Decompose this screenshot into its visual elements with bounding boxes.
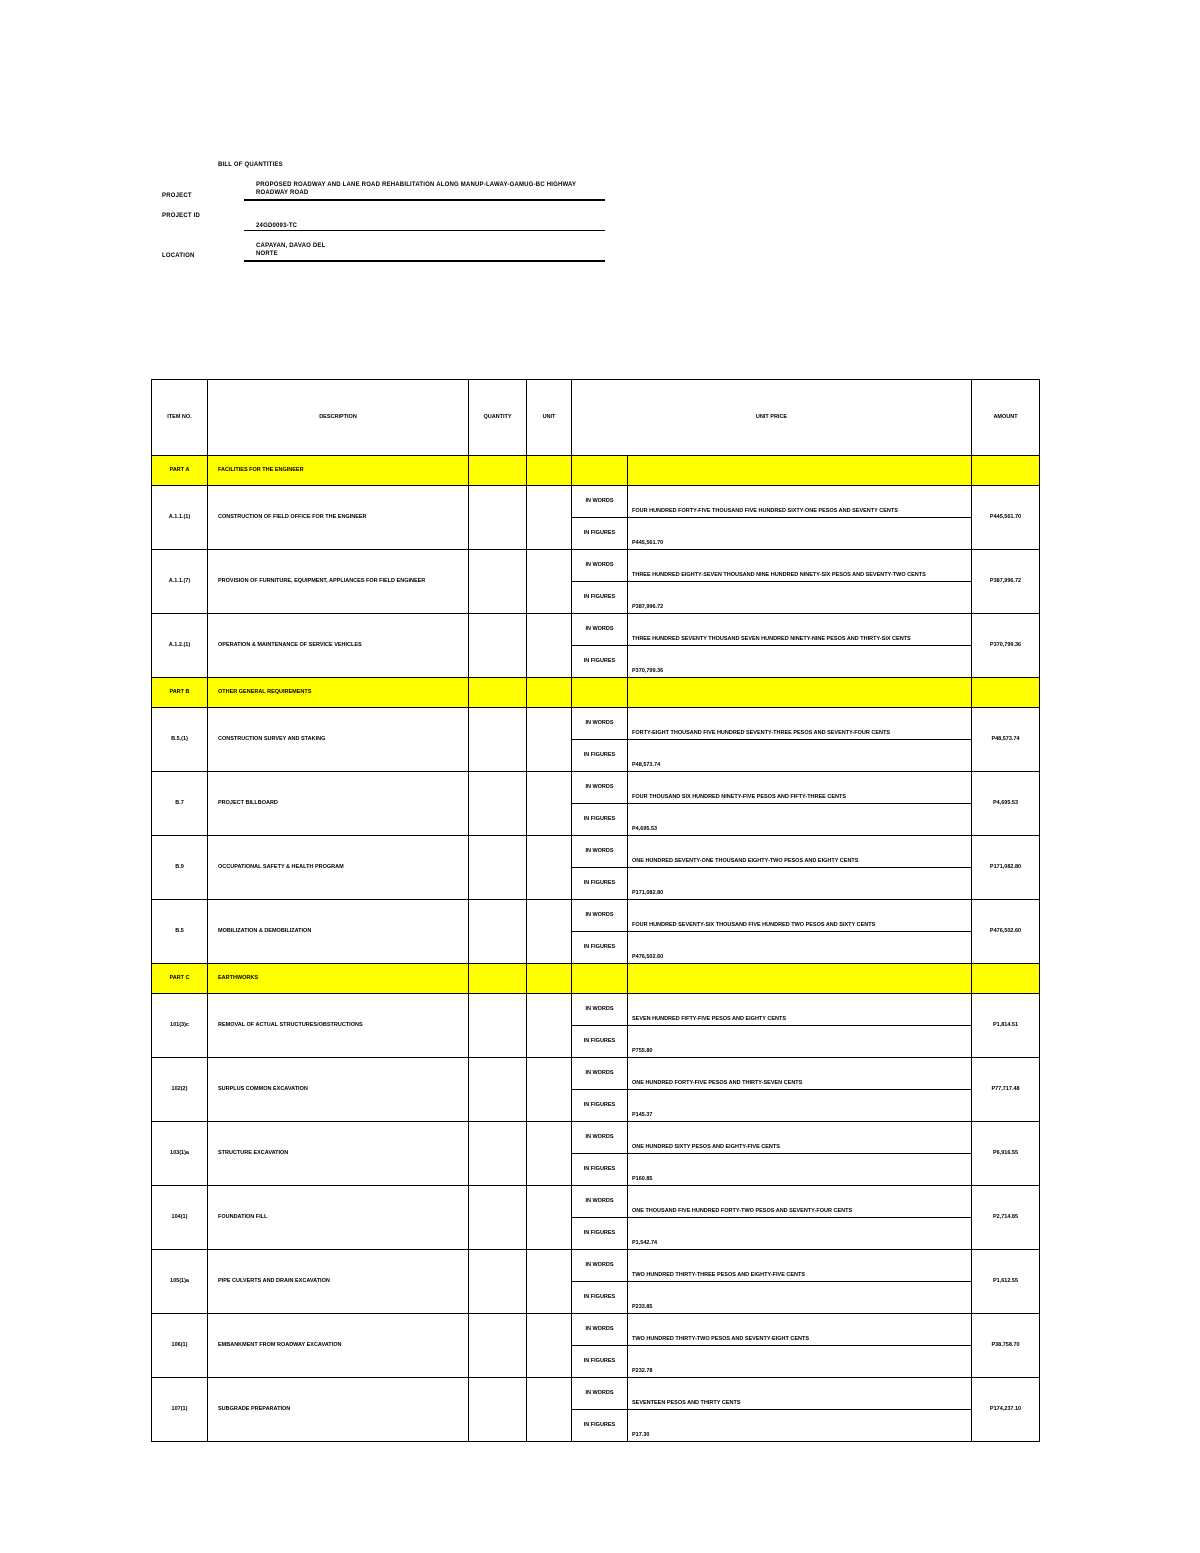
item-unit <box>527 1250 572 1314</box>
in-words-label: IN WORDS <box>572 486 628 518</box>
in-figures-label: IN FIGURES <box>572 518 628 550</box>
in-figures-label: IN FIGURES <box>572 1282 628 1314</box>
item-quantity <box>469 1186 527 1250</box>
item-unit <box>527 836 572 900</box>
item-quantity <box>469 708 527 772</box>
table-row <box>152 1250 1040 1282</box>
item-quantity <box>469 1314 527 1378</box>
col-amount: AMOUNT <box>972 380 1040 456</box>
table-row <box>152 550 1040 582</box>
unit-price-in-words: THREE HUNDRED EIGHTY-SEVEN THOUSAND NINE HUNDRED NINETY-SIX PESOS AND SEVENTY-TWO CENTS <box>628 550 972 582</box>
item-description: CONSTRUCTION OF FIELD OFFICE FOR THE ENGINEER <box>208 486 469 550</box>
part-price-cell <box>628 456 972 486</box>
in-words-label: IN WORDS <box>572 1314 628 1346</box>
unit-price-in-words: ONE HUNDRED FORTY-FIVE PESOS AND THIRTY-SEVEN CENTS <box>628 1058 972 1090</box>
unit-price-in-figures: P387,996.72 <box>628 582 972 614</box>
col-item-no: ITEM NO. <box>152 380 208 456</box>
part-label-cell <box>572 678 628 708</box>
item-amount: P445,561.70 <box>972 486 1040 550</box>
table-row <box>152 994 1040 1026</box>
in-figures-label: IN FIGURES <box>572 740 628 772</box>
part-title: EARTHWORKS <box>208 964 469 994</box>
item-number: 107(1) <box>152 1378 208 1442</box>
table-body <box>152 456 1040 1442</box>
unit-price-in-words: FOUR THOUSAND SIX HUNDRED NINETY-FIVE PESOS AND FIFTY-THREE CENTS <box>628 772 972 804</box>
item-description: FOUNDATION FILL <box>208 1186 469 1250</box>
unit-price-in-words: SEVENTEEN PESOS AND THIRTY CENTS <box>628 1378 972 1410</box>
part-title: OTHER GENERAL REQUIREMENTS <box>208 678 469 708</box>
item-quantity <box>469 1122 527 1186</box>
unit-price-in-words: ONE HUNDRED SEVENTY-ONE THOUSAND EIGHTY-TWO PESOS AND EIGHTY CENTS <box>628 836 972 868</box>
unit-price-in-figures: P232.78 <box>628 1346 972 1378</box>
item-number: 103(1)a <box>152 1122 208 1186</box>
item-amount: P171,082.80 <box>972 836 1040 900</box>
item-description: PROJECT BILLBOARD <box>208 772 469 836</box>
part-unit-cell <box>527 456 572 486</box>
in-words-label: IN WORDS <box>572 1058 628 1090</box>
table-row <box>152 1122 1040 1154</box>
in-words-label: IN WORDS <box>572 1186 628 1218</box>
col-unit-price: UNIT PRICE <box>572 380 972 456</box>
item-number: 101(3)c <box>152 994 208 1058</box>
item-amount: P387,996.72 <box>972 550 1040 614</box>
table-row <box>152 1186 1040 1218</box>
table-row <box>152 614 1040 646</box>
in-figures-label: IN FIGURES <box>572 1346 628 1378</box>
in-figures-label: IN FIGURES <box>572 1218 628 1250</box>
in-words-label: IN WORDS <box>572 550 628 582</box>
item-amount: P4,695.53 <box>972 772 1040 836</box>
item-quantity <box>469 836 527 900</box>
col-description: DESCRIPTION <box>208 380 469 456</box>
in-figures-label: IN FIGURES <box>572 932 628 964</box>
item-unit <box>527 994 572 1058</box>
project-id-value: 24GD0093-TC <box>256 223 298 229</box>
item-description: SUBGRADE PREPARATION <box>208 1378 469 1442</box>
unit-price-in-figures: P370,799.36 <box>628 646 972 678</box>
item-number: 105(1)a <box>152 1250 208 1314</box>
unit-price-in-words: ONE THOUSAND FIVE HUNDRED FORTY-TWO PESOS AND SEVENTY-FOUR CENTS <box>628 1186 972 1218</box>
unit-price-in-figures: P48,573.74 <box>628 740 972 772</box>
location-label: LOCATION <box>162 253 195 259</box>
part-quantity-cell <box>469 456 527 486</box>
table-row <box>152 1058 1040 1090</box>
in-words-label: IN WORDS <box>572 772 628 804</box>
project-underline <box>244 199 605 201</box>
item-description: OPERATION & MAINTENANCE OF SERVICE VEHICLES <box>208 614 469 678</box>
table-header-row <box>152 380 1040 456</box>
in-words-label: IN WORDS <box>572 614 628 646</box>
part-code: PART B <box>152 678 208 708</box>
item-number: A.1.2.(1) <box>152 614 208 678</box>
item-number: B.5 <box>152 900 208 964</box>
part-amount-cell <box>972 456 1040 486</box>
item-unit <box>527 708 572 772</box>
unit-price-in-words: SEVEN HUNDRED FIFTY-FIVE PESOS AND EIGHTY CENTS <box>628 994 972 1026</box>
item-quantity <box>469 486 527 550</box>
unit-price-in-figures: P445,561.70 <box>628 518 972 550</box>
in-words-label: IN WORDS <box>572 1250 628 1282</box>
item-quantity <box>469 994 527 1058</box>
item-number: 102(2) <box>152 1058 208 1122</box>
table-row <box>152 772 1040 804</box>
part-amount-cell <box>972 964 1040 994</box>
item-number: A.1.1.(7) <box>152 550 208 614</box>
item-description: PROVISION OF FURNITURE, EQUIPMENT, APPLIANCES FOR FIELD ENGINEER <box>208 550 469 614</box>
in-figures-label: IN FIGURES <box>572 1090 628 1122</box>
item-amount: P48,573.74 <box>972 708 1040 772</box>
item-description: PIPE CULVERTS AND DRAIN EXCAVATION <box>208 1250 469 1314</box>
unit-price-in-figures: P755.80 <box>628 1026 972 1058</box>
in-words-label: IN WORDS <box>572 708 628 740</box>
in-figures-label: IN FIGURES <box>572 868 628 900</box>
part-amount-cell <box>972 678 1040 708</box>
project-value: PROPOSED ROADWAY AND LANE ROAD REHABILITATION ALONG MANUP-LAWAY-GAMUG-BC HIGHWAY ROADWAY ROAD <box>256 182 577 196</box>
in-figures-label: IN FIGURES <box>572 804 628 836</box>
in-figures-label: IN FIGURES <box>572 1026 628 1058</box>
item-description: SURPLUS COMMON EXCAVATION <box>208 1058 469 1122</box>
item-description: EMBANKMENT FROM ROADWAY EXCAVATION <box>208 1314 469 1378</box>
part-row <box>152 964 1040 994</box>
part-row <box>152 678 1040 708</box>
unit-price-in-words: TWO HUNDRED THIRTY-THREE PESOS AND EIGHTY-FIVE CENTS <box>628 1250 972 1282</box>
col-quantity: QUANTITY <box>469 380 527 456</box>
unit-price-in-figures: P4,695.53 <box>628 804 972 836</box>
item-amount: P476,502.60 <box>972 900 1040 964</box>
item-amount: P370,799.36 <box>972 614 1040 678</box>
part-unit-cell <box>527 678 572 708</box>
part-code: PART A <box>152 456 208 486</box>
unit-price-in-words: ONE HUNDRED SIXTY PESOS AND EIGHTY-FIVE CENTS <box>628 1122 972 1154</box>
part-price-cell <box>628 678 972 708</box>
item-number: 104(1) <box>152 1186 208 1250</box>
part-unit-cell <box>527 964 572 994</box>
unit-price-in-figures: P145.37 <box>628 1090 972 1122</box>
item-unit <box>527 614 572 678</box>
table-row <box>152 836 1040 868</box>
unit-price-in-words: FORTY-EIGHT THOUSAND FIVE HUNDRED SEVENTY-THREE PESOS AND SEVENTY-FOUR CENTS <box>628 708 972 740</box>
item-unit <box>527 1122 572 1186</box>
table-row <box>152 708 1040 740</box>
project-id-underline <box>244 230 605 231</box>
location-underline <box>244 260 605 262</box>
in-words-label: IN WORDS <box>572 836 628 868</box>
part-code: PART C <box>152 964 208 994</box>
unit-price-in-figures: P160.85 <box>628 1154 972 1186</box>
unit-price-in-figures: P17.30 <box>628 1410 972 1442</box>
col-unit: UNIT <box>527 380 572 456</box>
item-number: B.7 <box>152 772 208 836</box>
item-unit <box>527 1378 572 1442</box>
item-quantity <box>469 614 527 678</box>
part-quantity-cell <box>469 678 527 708</box>
item-unit <box>527 486 572 550</box>
in-figures-label: IN FIGURES <box>572 646 628 678</box>
part-label-cell <box>572 456 628 486</box>
unit-price-in-words: THREE HUNDRED SEVENTY THOUSAND SEVEN HUNDRED NINETY-NINE PESOS AND THIRTY-SIX CENTS <box>628 614 972 646</box>
in-words-label: IN WORDS <box>572 900 628 932</box>
in-figures-label: IN FIGURES <box>572 1410 628 1442</box>
location-value: CAPAYAN, DAVAO DEL NORTE <box>256 243 326 257</box>
unit-price-in-words: FOUR HUNDRED SEVENTY-SIX THOUSAND FIVE HUNDRED TWO PESOS AND SIXTY CENTS <box>628 900 972 932</box>
part-label-cell <box>572 964 628 994</box>
item-unit <box>527 900 572 964</box>
item-quantity <box>469 1250 527 1314</box>
part-quantity-cell <box>469 964 527 994</box>
in-figures-label: IN FIGURES <box>572 582 628 614</box>
item-description: MOBILIZATION & DEMOBILIZATION <box>208 900 469 964</box>
in-words-label: IN WORDS <box>572 1122 628 1154</box>
item-description: OCCUPATIONAL SAFETY & HEALTH PROGRAM <box>208 836 469 900</box>
in-figures-label: IN FIGURES <box>572 1154 628 1186</box>
project-label: PROJECT <box>162 193 192 199</box>
item-unit <box>527 1186 572 1250</box>
item-quantity <box>469 900 527 964</box>
item-description: REMOVAL OF ACTUAL STRUCTURES/OBSTRUCTIONS <box>208 994 469 1058</box>
item-amount: P6,916.55 <box>972 1122 1040 1186</box>
item-amount: P77,717.48 <box>972 1058 1040 1122</box>
item-number: B.5.(1) <box>152 708 208 772</box>
part-price-cell <box>628 964 972 994</box>
table-row <box>152 900 1040 932</box>
item-unit <box>527 1314 572 1378</box>
item-unit <box>527 772 572 836</box>
part-row <box>152 456 1040 486</box>
unit-price-in-words: FOUR HUNDRED FORTY-FIVE THOUSAND FIVE HUNDRED SIXTY-ONE PESOS AND SEVENTY CENTS <box>628 486 972 518</box>
item-amount: P174,237.10 <box>972 1378 1040 1442</box>
item-quantity <box>469 1058 527 1122</box>
item-number: B.9 <box>152 836 208 900</box>
item-description: STRUCTURE EXCAVATION <box>208 1122 469 1186</box>
item-amount: P1,814.51 <box>972 994 1040 1058</box>
bill-of-quantities-table <box>151 379 1040 1442</box>
item-unit <box>527 1058 572 1122</box>
item-quantity <box>469 550 527 614</box>
item-unit <box>527 550 572 614</box>
document-title: BILL OF QUANTITIES <box>218 162 283 168</box>
table-row <box>152 486 1040 518</box>
item-amount: P1,612.55 <box>972 1250 1040 1314</box>
in-words-label: IN WORDS <box>572 994 628 1026</box>
item-amount: P38,758.70 <box>972 1314 1040 1378</box>
unit-price-in-figures: P1,542.74 <box>628 1218 972 1250</box>
part-title: FACILITIES FOR THE ENGINEER <box>208 456 469 486</box>
project-id-label: PROJECT ID <box>162 213 201 219</box>
item-quantity <box>469 772 527 836</box>
table-row <box>152 1378 1040 1410</box>
item-number: 106(1) <box>152 1314 208 1378</box>
unit-price-in-figures: P476,502.60 <box>628 932 972 964</box>
item-amount: P2,714.85 <box>972 1186 1040 1250</box>
unit-price-in-figures: P171,082.80 <box>628 868 972 900</box>
unit-price-in-figures: P233.85 <box>628 1282 972 1314</box>
unit-price-in-words: TWO HUNDRED THIRTY-TWO PESOS AND SEVENTY-EIGHT CENTS <box>628 1314 972 1346</box>
item-description: CONSTRUCTION SURVEY AND STAKING <box>208 708 469 772</box>
table-row <box>152 1314 1040 1346</box>
item-quantity <box>469 1378 527 1442</box>
in-words-label: IN WORDS <box>572 1378 628 1410</box>
item-number: A.1.1.(1) <box>152 486 208 550</box>
